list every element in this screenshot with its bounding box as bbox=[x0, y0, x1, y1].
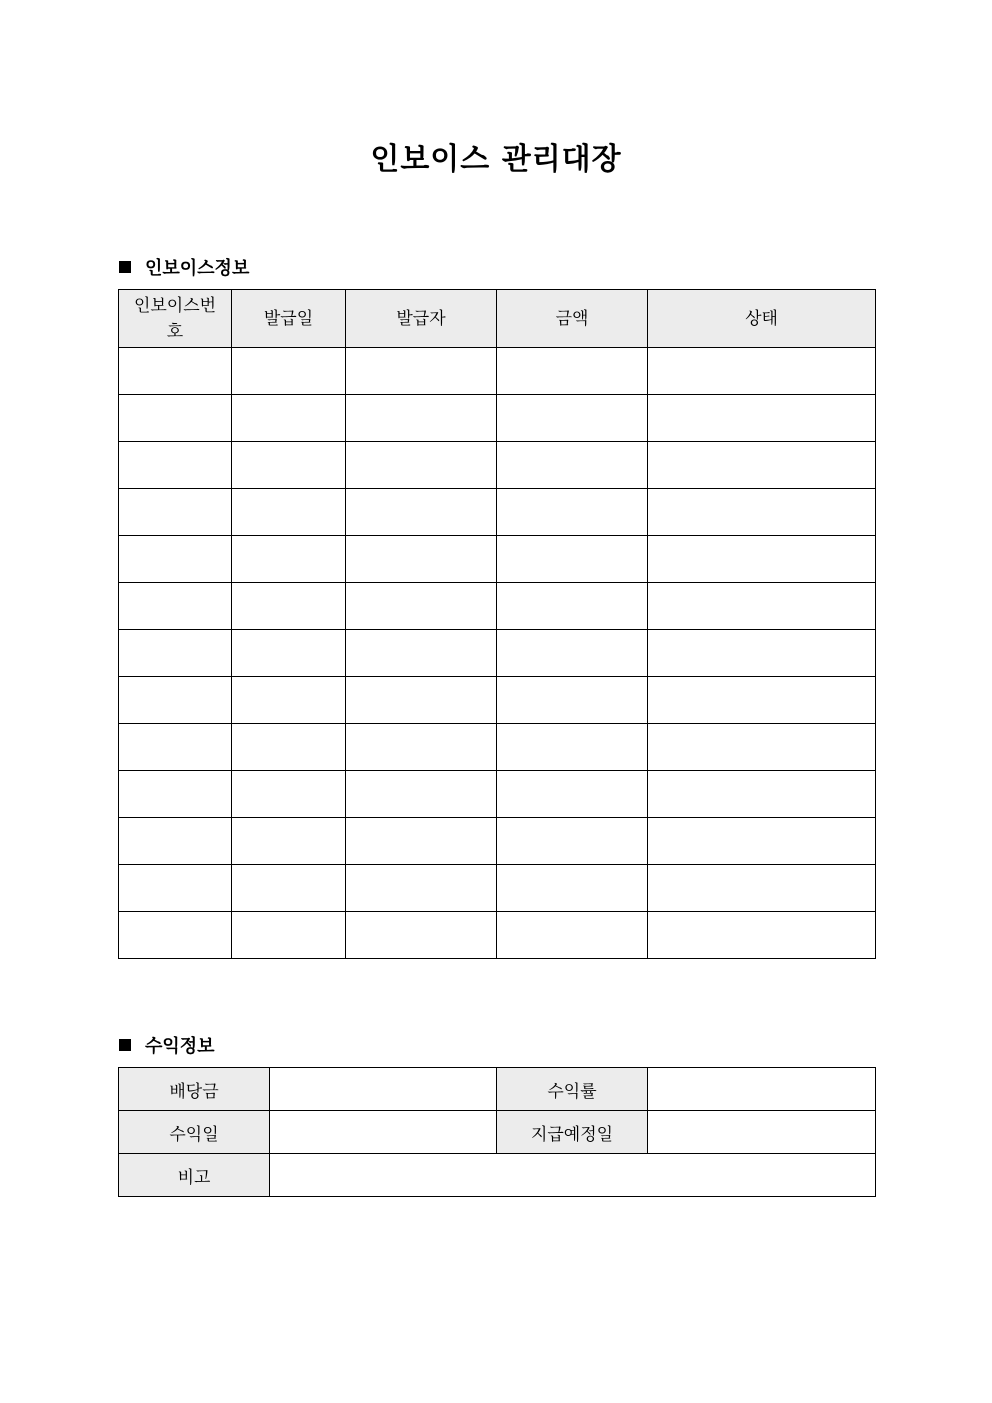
issuer-cell[interactable] bbox=[346, 348, 497, 395]
issue-date-cell[interactable] bbox=[232, 489, 346, 536]
income-table bbox=[118, 1067, 876, 1197]
issue-date-cell[interactable] bbox=[232, 536, 346, 583]
table-row bbox=[119, 536, 876, 583]
square-bullet-icon bbox=[119, 1039, 131, 1051]
yield-value-cell[interactable] bbox=[648, 1068, 876, 1111]
invoice-number-cell[interactable] bbox=[119, 865, 232, 912]
issue-date-cell[interactable] bbox=[232, 442, 346, 489]
page-title: 인보이스 관리대장 bbox=[370, 142, 622, 177]
issue-date-cell[interactable] bbox=[232, 912, 346, 959]
status-cell[interactable] bbox=[648, 536, 876, 583]
income-date-label: 수익일 bbox=[119, 1111, 270, 1154]
status-cell[interactable] bbox=[648, 677, 876, 724]
amount-cell[interactable] bbox=[497, 395, 648, 442]
amount-cell[interactable] bbox=[497, 771, 648, 818]
invoice-number-cell[interactable] bbox=[119, 489, 232, 536]
issuer-cell[interactable] bbox=[346, 771, 497, 818]
column-header-issuer: 발급자 bbox=[346, 290, 497, 348]
invoice-section-title: 인보이스정보 bbox=[145, 258, 250, 279]
issuer-cell[interactable] bbox=[346, 583, 497, 630]
payment-date-value-cell[interactable] bbox=[648, 1111, 876, 1154]
amount-cell[interactable] bbox=[497, 724, 648, 771]
invoice-number-cell[interactable] bbox=[119, 724, 232, 771]
amount-cell[interactable] bbox=[497, 630, 648, 677]
income-section-title: 수익정보 bbox=[145, 1036, 215, 1057]
invoice-number-cell[interactable] bbox=[119, 442, 232, 489]
amount-cell[interactable] bbox=[497, 865, 648, 912]
table-row bbox=[119, 912, 876, 959]
issuer-cell[interactable] bbox=[346, 442, 497, 489]
amount-cell[interactable] bbox=[497, 348, 648, 395]
table-row bbox=[119, 348, 876, 395]
table-row bbox=[119, 865, 876, 912]
issue-date-cell[interactable] bbox=[232, 771, 346, 818]
issue-date-cell[interactable] bbox=[232, 677, 346, 724]
issuer-cell[interactable] bbox=[346, 865, 497, 912]
amount-cell[interactable] bbox=[497, 489, 648, 536]
dividend-label: 배당금 bbox=[119, 1068, 270, 1111]
issuer-cell[interactable] bbox=[346, 536, 497, 583]
table-row bbox=[119, 724, 876, 771]
issue-date-cell[interactable] bbox=[232, 395, 346, 442]
status-cell[interactable] bbox=[648, 583, 876, 630]
invoice-number-cell[interactable] bbox=[119, 348, 232, 395]
issuer-cell[interactable] bbox=[346, 912, 497, 959]
status-cell[interactable] bbox=[648, 865, 876, 912]
payment-date-label: 지급예정일 bbox=[497, 1111, 648, 1154]
issuer-cell[interactable] bbox=[346, 630, 497, 677]
invoice-table-header-row bbox=[119, 290, 876, 348]
issue-date-cell[interactable] bbox=[232, 583, 346, 630]
column-header-invoice-number: 인보이스번호 bbox=[119, 290, 232, 348]
issue-date-cell[interactable] bbox=[232, 724, 346, 771]
status-cell[interactable] bbox=[648, 395, 876, 442]
income-row-2 bbox=[119, 1111, 876, 1154]
invoice-number-cell[interactable] bbox=[119, 630, 232, 677]
table-row bbox=[119, 630, 876, 677]
status-cell[interactable] bbox=[648, 348, 876, 395]
remarks-value-cell[interactable] bbox=[270, 1154, 876, 1197]
amount-cell[interactable] bbox=[497, 677, 648, 724]
status-cell[interactable] bbox=[648, 724, 876, 771]
income-date-value-cell[interactable] bbox=[270, 1111, 497, 1154]
issuer-cell[interactable] bbox=[346, 818, 497, 865]
income-section-heading bbox=[119, 1032, 215, 1058]
issuer-cell[interactable] bbox=[346, 395, 497, 442]
status-cell[interactable] bbox=[648, 442, 876, 489]
column-header-issue-date: 발급일 bbox=[232, 290, 346, 348]
income-row-3 bbox=[119, 1154, 876, 1197]
table-row bbox=[119, 442, 876, 489]
invoice-number-cell[interactable] bbox=[119, 395, 232, 442]
table-row bbox=[119, 818, 876, 865]
income-row-1 bbox=[119, 1068, 876, 1111]
table-row bbox=[119, 395, 876, 442]
invoice-number-cell[interactable] bbox=[119, 536, 232, 583]
remarks-label: 비고 bbox=[119, 1154, 270, 1197]
status-cell[interactable] bbox=[648, 912, 876, 959]
issue-date-cell[interactable] bbox=[232, 818, 346, 865]
issuer-cell[interactable] bbox=[346, 677, 497, 724]
issuer-cell[interactable] bbox=[346, 489, 497, 536]
status-cell[interactable] bbox=[648, 489, 876, 536]
invoice-number-cell[interactable] bbox=[119, 818, 232, 865]
issue-date-cell[interactable] bbox=[232, 630, 346, 677]
invoice-section-heading bbox=[119, 254, 249, 280]
table-row bbox=[119, 677, 876, 724]
column-header-amount: 금액 bbox=[497, 290, 648, 348]
square-bullet-icon bbox=[119, 261, 131, 273]
invoice-number-cell[interactable] bbox=[119, 771, 232, 818]
issue-date-cell[interactable] bbox=[232, 865, 346, 912]
amount-cell[interactable] bbox=[497, 583, 648, 630]
column-header-status: 상태 bbox=[648, 290, 876, 348]
issuer-cell[interactable] bbox=[346, 724, 497, 771]
amount-cell[interactable] bbox=[497, 442, 648, 489]
status-cell[interactable] bbox=[648, 771, 876, 818]
amount-cell[interactable] bbox=[497, 912, 648, 959]
table-row bbox=[119, 771, 876, 818]
invoice-number-cell[interactable] bbox=[119, 677, 232, 724]
amount-cell[interactable] bbox=[497, 536, 648, 583]
invoice-number-cell[interactable] bbox=[119, 583, 232, 630]
invoice-number-cell[interactable] bbox=[119, 912, 232, 959]
status-cell[interactable] bbox=[648, 630, 876, 677]
issue-date-cell[interactable] bbox=[232, 348, 346, 395]
yield-label: 수익률 bbox=[497, 1068, 648, 1111]
amount-cell[interactable] bbox=[497, 818, 648, 865]
dividend-value-cell[interactable] bbox=[270, 1068, 497, 1111]
invoice-table bbox=[118, 289, 876, 959]
table-row bbox=[119, 583, 876, 630]
status-cell[interactable] bbox=[648, 818, 876, 865]
table-row bbox=[119, 489, 876, 536]
